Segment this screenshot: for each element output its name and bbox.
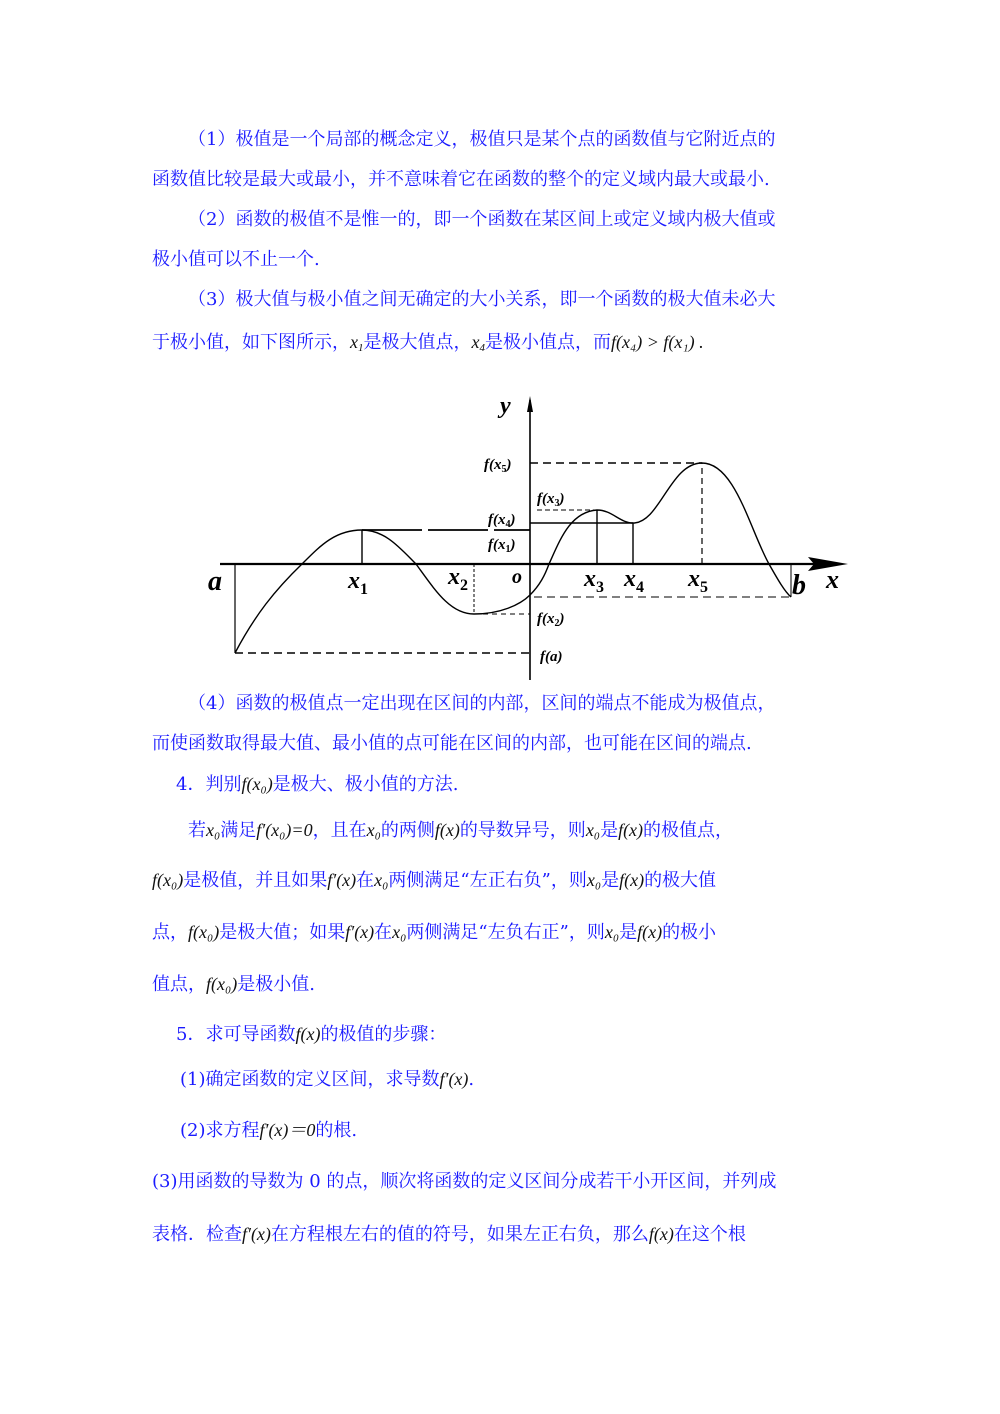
section-5-step-1: (1)确定函数的定义区间，求导数f′(x). <box>180 1069 475 1090</box>
label-fx4: $f(x_4)$ <box>488 512 516 530</box>
label-b: b <box>792 570 806 601</box>
paragraph-3-line-1: （3）极大值与极小值之间无确定的大小关系，即一个函数的极大值未必大 <box>188 289 776 310</box>
section-4-line-2: f(x₀)是极值，并且如果f′(x)在x₀两侧满足“左正右负”，则x₀是f(x)的极大值 <box>152 870 717 891</box>
text: 是极大值点， <box>363 332 472 353</box>
label-x4: $x_4$ <box>624 566 644 596</box>
math-x4: $x_4$ <box>471 332 485 354</box>
math-x1: $x_1$ <box>350 332 364 354</box>
label-fx5: $f(x_5)$ <box>484 457 512 475</box>
text: 于极小值，如下图所示， <box>152 332 350 353</box>
label-x1: $x_1$ <box>348 568 368 598</box>
y-axis-arrow-icon <box>527 396 533 412</box>
paragraph-2-line-1: （2）函数的极值不是惟一的，即一个函数在某区间上或定义域内极大值或 <box>188 209 776 230</box>
paragraph-3-line-2 <box>152 330 704 360</box>
extrema-graph <box>200 385 860 685</box>
section-5-step-3-line-1: (3)用函数的导数为 0 的点，顺次将函数的定义区间分成若干小开区间，并列成 <box>152 1171 777 1192</box>
section-4-line-3: 点，f(x₀)是极大值；如果f′(x)在x₀两侧满足“左负右正”，则x₀是f(x)的极小 <box>152 922 717 943</box>
x-axis-label: x <box>826 565 839 594</box>
y-axis-label: y <box>500 393 511 419</box>
section-5-heading: 5．求可导函数f(x)的极值的步骤： <box>176 1024 447 1045</box>
section-5-step-2: (2)求方程f′(x)＝0的根. <box>180 1120 358 1141</box>
origin-label: o <box>512 566 522 588</box>
label-x2: $x_2$ <box>448 564 468 594</box>
text: 是极小值点，而 <box>485 332 611 353</box>
label-fx1: $f(x_1)$ <box>488 537 516 555</box>
paragraph-1-line-2: 函数值比较是最大或最小，并不意味着它在函数的整个的定义域内最大或最小. <box>152 169 770 190</box>
label-fa: f(a) <box>540 649 563 665</box>
paragraph-1-line-1: （1）极值是一个局部的概念定义，极值只是某个点的函数值与它附近点的 <box>188 129 776 150</box>
section-5-step-3-line-2: 表格．检查f′(x)在方程根左右的值的符号，如果左正右负，那么f(x)在这个根 <box>152 1224 746 1245</box>
label-a: a <box>208 566 222 597</box>
section-4-heading: 4．判别f(x₀)是极大、极小值的方法. <box>176 774 459 795</box>
paragraph-4-line-1: （4）函数的极值点一定出现在区间的内部，区间的端点不能成为极值点， <box>188 693 776 714</box>
math-inequality: f(x₄) > f(x₁) . <box>611 332 704 352</box>
section-4-line-1: 若x₀满足f′(x₀)=0，且在x₀的两侧f(x)的导数异号，则x₀是f(x)的极值点， <box>188 820 734 841</box>
paragraph-4-line-2: 而使函数取得最大值、最小值的点可能在区间的内部，也可能在区间的端点. <box>152 733 752 754</box>
label-fx2: $f(x_2)$ <box>537 611 565 629</box>
label-fx3: $f(x_3)$ <box>537 491 565 509</box>
paragraph-2-line-2: 极小值可以不止一个. <box>152 249 320 270</box>
section-4-line-4: 值点，f(x₀)是极小值. <box>152 974 315 995</box>
label-x5: $x_5$ <box>688 566 708 596</box>
label-x3: $x_3$ <box>584 566 604 596</box>
function-curve <box>235 463 791 653</box>
